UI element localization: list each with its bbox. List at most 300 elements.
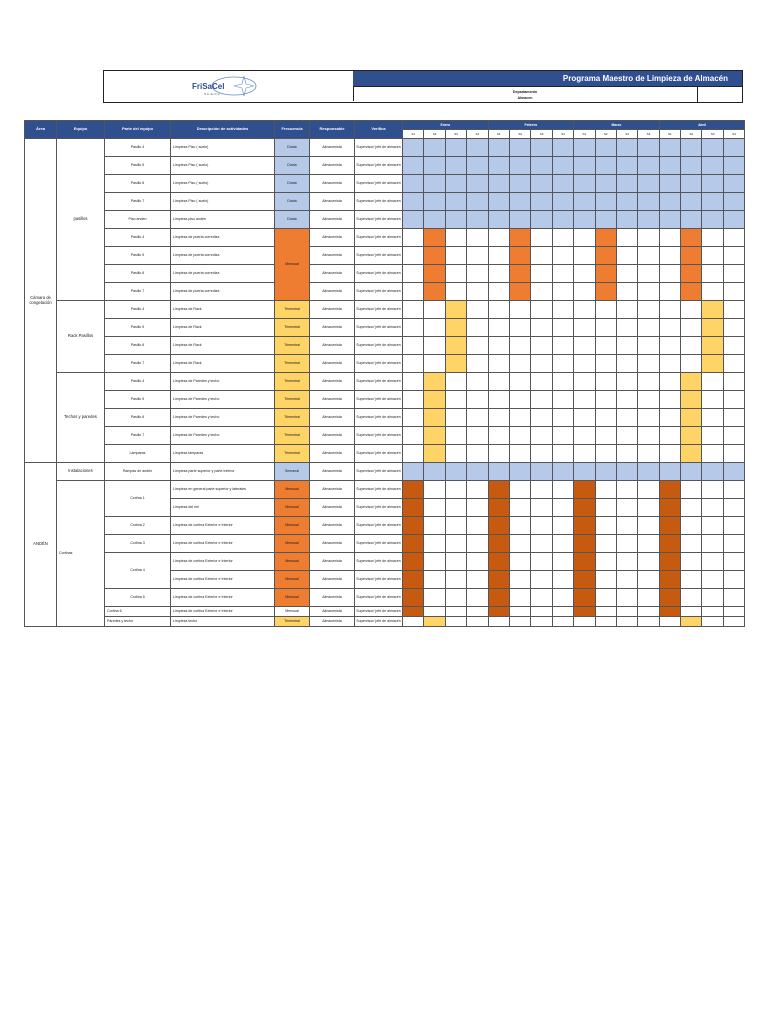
schedule-cell — [574, 553, 595, 571]
descripcion-cell: Limpieza del riel — [171, 499, 275, 517]
schedule-cell — [531, 157, 552, 175]
schedule-cell — [467, 355, 488, 373]
verifica-cell: Supervisor/ jefe de almacen — [355, 589, 403, 607]
schedule-cell — [659, 139, 680, 157]
schedule-cell — [595, 535, 616, 553]
responsable-cell: Almacenista — [310, 265, 355, 283]
equipo-techos: Techos y paredes — [57, 373, 105, 463]
schedule-cell — [595, 211, 616, 229]
schedule-cell — [552, 373, 573, 391]
descripcion-cell: Limpieza de puerta corrediza — [171, 283, 275, 301]
table-row — [25, 427, 745, 445]
schedule-cell — [403, 355, 424, 373]
descripcion-cell: Limpieza Piso ( suelo) — [171, 193, 275, 211]
schedule-cell — [638, 301, 659, 319]
parte-cell: Pasillo 4 — [105, 301, 171, 319]
schedule-cell — [681, 283, 702, 301]
schedule-cell — [552, 445, 573, 463]
schedule-cell — [702, 301, 723, 319]
verifica-cell: Supervisor/ jefe de almacen — [355, 229, 403, 247]
schedule-cell — [445, 553, 466, 571]
schedule-cell — [445, 499, 466, 517]
schedule-cell — [552, 247, 573, 265]
verifica-cell: Supervisor/ jefe de almacen — [355, 571, 403, 589]
cleaning-schedule-table — [24, 120, 745, 627]
frecuencia-cell: Trimestral — [275, 355, 310, 373]
schedule-cell — [403, 391, 424, 409]
table-row — [25, 481, 745, 499]
schedule-cell — [702, 553, 723, 571]
schedule-cell — [659, 553, 680, 571]
schedule-cell — [616, 319, 637, 337]
frecuencia-cell: Mensual — [275, 517, 310, 535]
schedule-cell — [509, 265, 530, 283]
schedule-cell — [616, 463, 637, 481]
schedule-cell — [531, 481, 552, 499]
frecuencia-cell: Diaria — [275, 193, 310, 211]
week-header: S3 — [531, 130, 552, 139]
responsable-cell: Almacenista — [310, 427, 355, 445]
logo-sub: S.A. de C.V. — [204, 92, 221, 96]
schedule-cell — [488, 553, 509, 571]
schedule-cell — [723, 355, 744, 373]
schedule-cell — [574, 571, 595, 589]
table-row — [25, 337, 745, 355]
program-title: Programa Maestro de Limpieza de Almacén — [353, 71, 742, 86]
verifica-cell: Supervisor/ jefe de almacen — [355, 193, 403, 211]
frecuencia-cell: Semanal — [275, 463, 310, 481]
schedule-cell — [616, 265, 637, 283]
schedule-cell — [509, 301, 530, 319]
table-row — [25, 607, 745, 617]
schedule-cell — [467, 607, 488, 617]
schedule-cell — [467, 139, 488, 157]
schedule-cell — [659, 481, 680, 499]
schedule-cell — [424, 553, 445, 571]
schedule-cell — [403, 445, 424, 463]
schedule-cell — [509, 499, 530, 517]
schedule-cell — [723, 409, 744, 427]
frecuencia-cell: Mensual — [275, 607, 310, 617]
schedule-cell — [681, 499, 702, 517]
schedule-cell — [424, 211, 445, 229]
schedule-cell — [702, 175, 723, 193]
schedule-cell — [616, 175, 637, 193]
schedule-cell — [681, 193, 702, 211]
schedule-cell — [595, 463, 616, 481]
schedule-cell — [595, 553, 616, 571]
schedule-cell — [552, 617, 573, 627]
schedule-cell — [574, 481, 595, 499]
schedule-cell — [424, 571, 445, 589]
schedule-cell — [616, 571, 637, 589]
schedule-cell — [552, 211, 573, 229]
schedule-cell — [424, 301, 445, 319]
schedule-cell — [659, 157, 680, 175]
schedule-cell — [467, 175, 488, 193]
schedule-cell — [552, 193, 573, 211]
schedule-cell — [531, 139, 552, 157]
responsable-cell: Almacenista — [310, 319, 355, 337]
schedule-cell — [595, 157, 616, 175]
responsable-cell: Almacenista — [310, 535, 355, 553]
table-row — [25, 139, 745, 157]
parte-cell: Pasillo 6 — [105, 175, 171, 193]
schedule-cell — [552, 463, 573, 481]
responsable-cell: Almacenista — [310, 229, 355, 247]
schedule-cell — [638, 553, 659, 571]
responsable-cell: Almacenista — [310, 139, 355, 157]
verifica-cell: Supervisor/ jefe de almacen — [355, 607, 403, 617]
schedule-cell — [424, 481, 445, 499]
week-header: S1 — [488, 130, 509, 139]
schedule-cell — [488, 607, 509, 617]
verifica-cell: Supervisor/ jefe de almacen — [355, 445, 403, 463]
schedule-cell — [467, 445, 488, 463]
frecuencia-cell: Diaria — [275, 175, 310, 193]
table-row — [25, 229, 745, 247]
schedule-cell — [509, 427, 530, 445]
frecuencia-cell: Trimestral — [275, 445, 310, 463]
schedule-cell — [681, 607, 702, 617]
verifica-cell: Supervisor/ jefe de almacen — [355, 337, 403, 355]
schedule-cell — [681, 247, 702, 265]
schedule-cell — [638, 589, 659, 607]
schedule-cell — [531, 355, 552, 373]
schedule-cell — [574, 247, 595, 265]
schedule-cell — [467, 157, 488, 175]
schedule-cell — [616, 373, 637, 391]
schedule-cell — [659, 247, 680, 265]
table-row — [25, 301, 745, 319]
schedule-cell — [445, 445, 466, 463]
table-row — [25, 355, 745, 373]
schedule-cell — [552, 283, 573, 301]
parte-cell: Pasillo 6 — [105, 409, 171, 427]
schedule-cell — [445, 409, 466, 427]
schedule-cell — [616, 427, 637, 445]
header-blank-cell — [698, 86, 742, 103]
schedule-cell — [467, 535, 488, 553]
schedule-cell — [552, 517, 573, 535]
schedule-cell — [531, 247, 552, 265]
descripcion-cell: Limpieza de puerta corrediza — [171, 229, 275, 247]
table-row — [25, 409, 745, 427]
week-header: S4 — [467, 130, 488, 139]
schedule-cell — [445, 301, 466, 319]
schedule-cell — [467, 553, 488, 571]
schedule-cell — [638, 535, 659, 553]
table-row — [25, 211, 745, 229]
table-row — [25, 517, 745, 535]
schedule-cell — [488, 571, 509, 589]
schedule-cell — [638, 373, 659, 391]
schedule-cell — [574, 607, 595, 617]
schedule-cell — [574, 517, 595, 535]
schedule-cell — [616, 139, 637, 157]
schedule-cell — [467, 481, 488, 499]
schedule-cell — [702, 617, 723, 627]
schedule-cell — [702, 157, 723, 175]
schedule-cell — [488, 481, 509, 499]
schedule-cell — [574, 617, 595, 627]
schedule-cell — [659, 517, 680, 535]
schedule-cell — [488, 391, 509, 409]
descripcion-cell: Limpieza de Paredes y techo — [171, 373, 275, 391]
frecuencia-cell: Trimestral — [275, 427, 310, 445]
week-header: S1 — [403, 130, 424, 139]
schedule-cell — [616, 409, 637, 427]
schedule-cell — [424, 391, 445, 409]
schedule-cell — [531, 499, 552, 517]
col-header-descripcion: Descripción de actividades — [171, 121, 275, 139]
schedule-cell — [488, 175, 509, 193]
schedule-cell — [659, 535, 680, 553]
schedule-cell — [616, 391, 637, 409]
schedule-cell — [488, 409, 509, 427]
table-row — [25, 319, 745, 337]
schedule-cell — [403, 481, 424, 499]
schedule-cell — [445, 283, 466, 301]
schedule-cell — [552, 229, 573, 247]
verifica-cell: Supervisor/ jefe de almacen — [355, 617, 403, 627]
week-header: S4 — [552, 130, 573, 139]
month-header: Marzo — [574, 121, 660, 130]
schedule-cell — [638, 247, 659, 265]
responsable-cell: Almacenista — [310, 481, 355, 499]
table-row — [25, 157, 745, 175]
schedule-cell — [552, 607, 573, 617]
schedule-cell — [681, 481, 702, 499]
schedule-cell — [723, 157, 744, 175]
schedule-cell — [531, 193, 552, 211]
descripcion-cell: Limpieza de Paredes y techo — [171, 409, 275, 427]
verifica-cell: Supervisor/ jefe de almacen — [355, 139, 403, 157]
schedule-cell — [574, 229, 595, 247]
schedule-cell — [467, 265, 488, 283]
parte-cell: Piso anden — [105, 211, 171, 229]
col-header-verifica: Verifica — [355, 121, 403, 139]
descripcion-cell: Limpieza de cortina Exterior e Interior — [171, 535, 275, 553]
schedule-cell — [424, 607, 445, 617]
verifica-cell: Supervisor/ jefe de almacen — [355, 499, 403, 517]
schedule-cell — [509, 319, 530, 337]
frisacel-logo — [184, 73, 274, 99]
week-header: S3 — [702, 130, 723, 139]
schedule-cell — [467, 211, 488, 229]
week-header: S2 — [681, 130, 702, 139]
area-camara: Cámara de congelación — [25, 139, 57, 463]
verifica-cell: Supervisor/ jefe de almacen — [355, 175, 403, 193]
schedule-cell — [595, 481, 616, 499]
schedule-cell — [638, 427, 659, 445]
table-row — [25, 247, 745, 265]
schedule-cell — [467, 373, 488, 391]
month-header: Abril — [659, 121, 745, 130]
schedule-cell — [424, 373, 445, 391]
schedule-cell — [616, 157, 637, 175]
schedule-cell — [403, 589, 424, 607]
equipo-rack: Rack Pasillos — [57, 301, 105, 373]
frecuencia-cell: Trimestral — [275, 301, 310, 319]
schedule-cell — [531, 301, 552, 319]
schedule-cell — [723, 589, 744, 607]
parte-cell: Cortina 2 — [105, 517, 171, 535]
schedule-cell — [467, 571, 488, 589]
schedule-cell — [702, 409, 723, 427]
responsable-cell: Almacenista — [310, 607, 355, 617]
schedule-cell — [403, 211, 424, 229]
responsable-cell: Almacenista — [310, 571, 355, 589]
frecuencia-cell: Mensual — [275, 553, 310, 571]
table-row — [25, 265, 745, 283]
schedule-cell — [681, 535, 702, 553]
schedule-cell — [509, 463, 530, 481]
schedule-cell — [403, 265, 424, 283]
schedule-cell — [638, 571, 659, 589]
schedule-cell — [702, 481, 723, 499]
schedule-cell — [403, 319, 424, 337]
responsable-cell: Almacenista — [310, 445, 355, 463]
schedule-cell — [403, 499, 424, 517]
descripcion-cell: Limpieza de Rack — [171, 355, 275, 373]
schedule-cell — [595, 409, 616, 427]
parte-cell: Cortina 5 — [105, 589, 171, 607]
schedule-cell — [531, 463, 552, 481]
schedule-cell — [488, 139, 509, 157]
schedule-cell — [403, 517, 424, 535]
schedule-cell — [531, 589, 552, 607]
parte-cell: Pasillo 7 — [105, 283, 171, 301]
verifica-cell: Supervisor/ jefe de almacen — [355, 301, 403, 319]
month-header: Enero — [403, 121, 489, 130]
responsable-cell: Almacenista — [310, 517, 355, 535]
responsable-cell: Almacenista — [310, 283, 355, 301]
schedule-cell — [723, 193, 744, 211]
schedule-cell — [595, 571, 616, 589]
schedule-cell — [723, 247, 744, 265]
responsable-cell: Almacenista — [310, 553, 355, 571]
schedule-cell — [552, 427, 573, 445]
schedule-cell — [488, 355, 509, 373]
schedule-cell — [616, 499, 637, 517]
schedule-cell — [616, 247, 637, 265]
schedule-cell — [659, 373, 680, 391]
schedule-cell — [723, 553, 744, 571]
schedule-cell — [659, 337, 680, 355]
responsable-cell: Almacenista — [310, 499, 355, 517]
schedule-cell — [681, 301, 702, 319]
schedule-cell — [574, 409, 595, 427]
descripcion-cell: Limpieza de puerta corrediza — [171, 247, 275, 265]
schedule-cell — [702, 589, 723, 607]
schedule-cell — [723, 373, 744, 391]
schedule-cell — [509, 283, 530, 301]
descripcion-cell: Limpieza Piso ( suelo) — [171, 139, 275, 157]
schedule-cell — [681, 445, 702, 463]
schedule-cell — [659, 301, 680, 319]
schedule-cell — [531, 571, 552, 589]
schedule-cell — [595, 175, 616, 193]
schedule-cell — [445, 337, 466, 355]
schedule-cell — [723, 427, 744, 445]
document-header — [103, 70, 743, 103]
schedule-cell — [638, 157, 659, 175]
frecuencia-cell: Trimestral — [275, 319, 310, 337]
col-header-equipo: Equipo — [57, 121, 105, 139]
schedule-cell — [445, 157, 466, 175]
schedule-cell — [723, 517, 744, 535]
schedule-cell — [681, 373, 702, 391]
schedule-cell — [424, 157, 445, 175]
schedule-cell — [638, 391, 659, 409]
verifica-cell: Supervisor/ jefe de almacen — [355, 409, 403, 427]
schedule-cell — [445, 535, 466, 553]
schedule-cell — [723, 337, 744, 355]
descripcion-cell: Limpieza de Paredes y techo — [171, 391, 275, 409]
logo-text: FriSaCel — [192, 82, 225, 91]
week-header: S3 — [616, 130, 637, 139]
table-row — [25, 553, 745, 571]
parte-cell: Lámparas — [105, 445, 171, 463]
schedule-cell — [723, 391, 744, 409]
schedule-cell — [531, 211, 552, 229]
schedule-cell — [659, 175, 680, 193]
descripcion-cell: Limpieza de Rack — [171, 337, 275, 355]
schedule-cell — [659, 265, 680, 283]
frecuencia-cell: Mensual — [275, 229, 310, 301]
schedule-cell — [574, 391, 595, 409]
schedule-cell — [723, 283, 744, 301]
schedule-cell — [445, 175, 466, 193]
schedule-cell — [531, 337, 552, 355]
department-cell — [353, 86, 698, 102]
schedule-cell — [638, 229, 659, 247]
schedule-cell — [723, 211, 744, 229]
table-row — [25, 391, 745, 409]
schedule-cell — [595, 607, 616, 617]
schedule-cell — [702, 445, 723, 463]
schedule-cell — [702, 499, 723, 517]
month-header: Febrero — [488, 121, 574, 130]
schedule-cell — [509, 571, 530, 589]
descripcion-cell: Limpieza de cortina Exterior e Interior — [171, 553, 275, 571]
schedule-cell — [445, 607, 466, 617]
schedule-cell — [467, 617, 488, 627]
responsable-cell: Almacenista — [310, 373, 355, 391]
schedule-cell — [638, 617, 659, 627]
schedule-cell — [403, 409, 424, 427]
frecuencia-cell: Mensual — [275, 499, 310, 517]
responsable-cell: Almacenista — [310, 157, 355, 175]
verifica-cell: Supervisor/ jefe de almacen — [355, 157, 403, 175]
schedule-cell — [659, 319, 680, 337]
schedule-cell — [616, 445, 637, 463]
schedule-cell — [616, 301, 637, 319]
schedule-cell — [403, 373, 424, 391]
schedule-cell — [574, 283, 595, 301]
schedule-cell — [552, 265, 573, 283]
schedule-cell — [424, 463, 445, 481]
schedule-cell — [531, 175, 552, 193]
schedule-cell — [659, 391, 680, 409]
parte-cell: Cortina 4 — [105, 553, 171, 589]
schedule-cell — [488, 535, 509, 553]
col-header-parte: Parte del equipo — [105, 121, 171, 139]
schedule-cell — [681, 211, 702, 229]
schedule-cell — [702, 337, 723, 355]
schedule-cell — [552, 553, 573, 571]
